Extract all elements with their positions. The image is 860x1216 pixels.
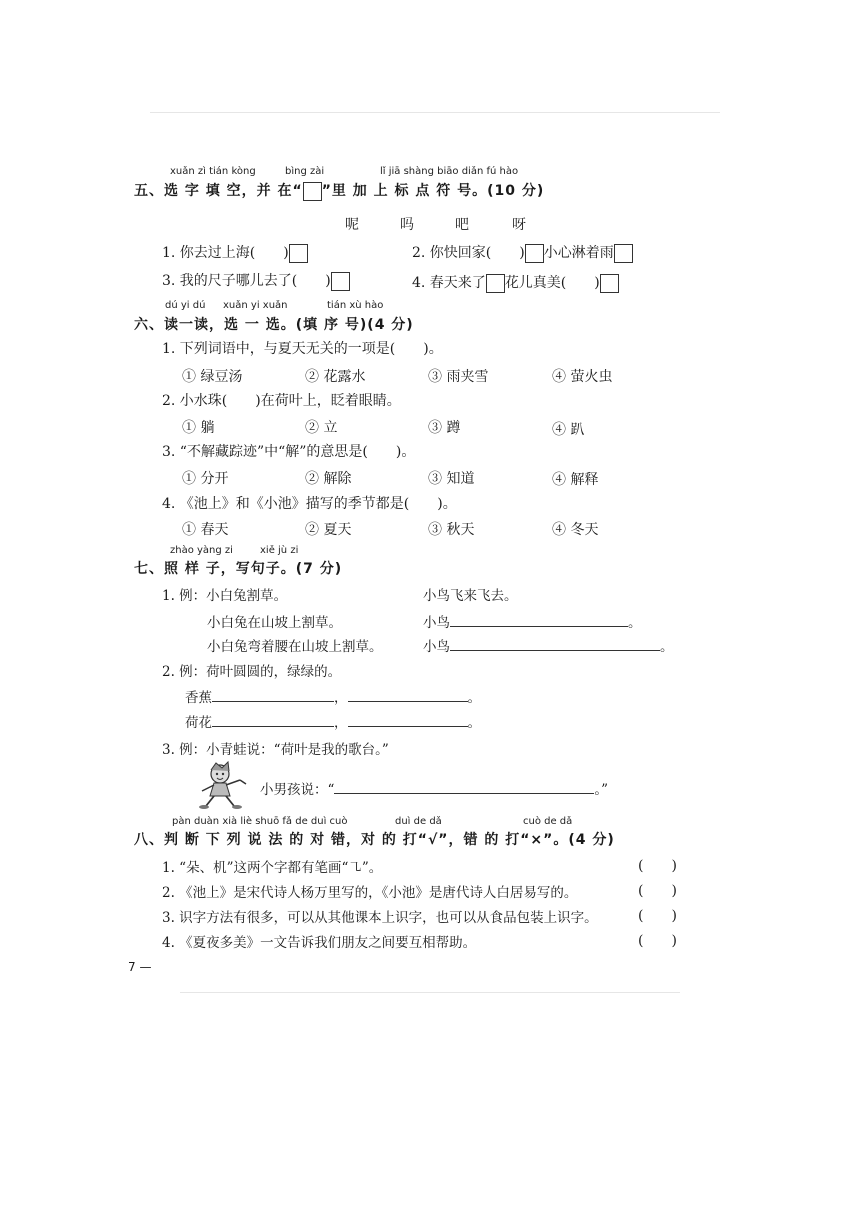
s7-ex2: 2. 例：荷叶圆圆的，绿绿的。	[162, 664, 342, 680]
answer-box[interactable]	[614, 244, 633, 263]
choice-1: 呢	[345, 217, 359, 233]
s6-q4-opt3[interactable]: ③ 秋天	[428, 522, 475, 538]
answer-line[interactable]	[348, 687, 468, 702]
s6-q3-opt4[interactable]: ④ 解释	[552, 472, 599, 488]
s7-banana: 香蕉 ， 。	[185, 686, 481, 706]
s8-heading: 八、判 断 下 列 说 法 的 对 错，对 的 打“√”，错 的 打“×”。(4 分)	[134, 832, 615, 848]
s6-q3-opt1[interactable]: ① 分开	[182, 471, 229, 487]
s6-q3-opt2[interactable]: ② 解除	[305, 471, 352, 487]
s6-pinyin-3: tián xù hào	[327, 300, 384, 311]
answer-box[interactable]	[600, 274, 619, 293]
answer-box[interactable]	[289, 244, 308, 263]
s6-q1-opt2[interactable]: ② 花露水	[305, 369, 366, 385]
s7-pinyin-1: zhào yàng zi	[170, 545, 233, 556]
s6-q1-opt1[interactable]: ① 绿豆汤	[182, 369, 243, 385]
boy-illustration	[196, 760, 252, 810]
answer-line[interactable]	[334, 779, 594, 794]
s6-q3: 3. “不解藏踪迹”中“解”的意思是( )。	[162, 444, 416, 460]
s7-ex1-c-answer: 小鸟 。	[423, 635, 674, 655]
s6-q4-opt4[interactable]: ④ 冬天	[552, 522, 599, 538]
s7-ex1-b-answer: 小鸟 。	[423, 611, 642, 631]
s6-q2-opt1[interactable]: ① 躺	[182, 420, 215, 436]
s8-paren-3[interactable]: ( )	[638, 908, 677, 924]
s5-pinyin-3: lǐ jiā shàng biāo diǎn fú hào	[380, 166, 519, 177]
choice-2: 吗	[400, 217, 414, 233]
s6-q1-opt3[interactable]: ③ 雨夹雪	[428, 369, 489, 385]
s6-q4-opt2[interactable]: ② 夏天	[305, 522, 352, 538]
s8-paren-2[interactable]: ( )	[638, 883, 677, 899]
s8-paren-1[interactable]: ( )	[638, 858, 677, 874]
s6-q2-opt3[interactable]: ③ 蹲	[428, 420, 461, 436]
scan-border-bottom	[180, 992, 680, 993]
s8-item-4: 4. 《夏夜多美》一文告诉我们朋友之间要互相帮助。	[162, 935, 477, 951]
s6-pinyin-1: dú yi dú	[165, 300, 206, 311]
choice-3: 吧	[455, 217, 469, 233]
s5-q2: 2. 你快回家( ) 小心淋着雨	[412, 242, 633, 263]
s5-q1: 1. 你去过上海( )	[162, 242, 308, 263]
heading-box	[303, 182, 322, 201]
s7-ex3: 3. 例：小青蛙说：“荷叶是我的歌台。”	[162, 742, 389, 758]
s7-boy-line: 小男孩说：“ 。”	[260, 778, 608, 798]
answer-box[interactable]	[486, 274, 505, 293]
s7-ex1-right: 小鸟飞来飞去。	[423, 588, 518, 604]
s6-q2-opt2[interactable]: ② 立	[305, 420, 338, 436]
s8-pinyin-2: duì de dǎ	[395, 816, 442, 827]
s6-q4-opt1[interactable]: ① 春天	[182, 522, 229, 538]
answer-line[interactable]	[450, 612, 628, 627]
answer-line[interactable]	[450, 636, 660, 651]
s8-item-1: 1. “朵、机”这两个字都有笔画“㇈”。	[162, 860, 383, 876]
s8-item-3: 3. 识字方法有很多，可以从其他课本上识字，也可以从食品包装上识字。	[162, 910, 598, 926]
answer-line[interactable]	[212, 712, 334, 727]
s6-q3-opt3[interactable]: ③ 知道	[428, 471, 475, 487]
s5-pinyin-2: bìng zài	[285, 166, 325, 177]
s7-ex1-b: 小白兔在山坡上割草。	[207, 615, 342, 631]
s8-pinyin-1: pàn duàn xià liè shuō fǎ de duì cuò	[172, 816, 348, 827]
s7-lotus: 荷花 ， 。	[185, 711, 481, 731]
s5-q4: 4. 春天来了 花儿真美( )	[412, 272, 619, 293]
s6-q2: 2. 小水珠( )在荷叶上，眨着眼睛。	[162, 393, 401, 409]
s7-ex1-c: 小白兔弯着腰在山坡上割草。	[207, 639, 383, 655]
s8-paren-4[interactable]: ( )	[638, 933, 677, 949]
choice-4: 呀	[512, 217, 526, 233]
s5-q3: 3. 我的尺子哪儿去了( )	[162, 270, 350, 291]
s6-q2-opt4[interactable]: ④ 趴	[552, 422, 585, 438]
scan-border-top	[150, 112, 720, 113]
answer-line[interactable]	[348, 712, 468, 727]
s6-q1-opt4[interactable]: ④ 萤火虫	[552, 369, 613, 385]
s8-item-2: 2. 《池上》是宋代诗人杨万里写的，《小池》是唐代诗人白居易写的。	[162, 885, 578, 901]
answer-line[interactable]	[212, 687, 334, 702]
s8-pinyin-3: cuò de dǎ	[523, 816, 573, 827]
s6-pinyin-2: xuǎn yi xuǎn	[223, 300, 288, 311]
s7-ex1: 1. 例：小白兔割草。	[162, 588, 288, 604]
answer-box[interactable]	[331, 272, 350, 291]
page-number: 7 —	[128, 960, 152, 974]
s6-q1: 1. 下列词语中，与夏天无关的一项是( )。	[162, 341, 443, 357]
s5-heading: 五、选 字 填 空，并 在“ ”里 加 上 标 点 符 号。(10 分)	[134, 183, 545, 199]
s7-heading: 七、照 样 子，写句子。(7 分)	[134, 561, 343, 577]
s6-q4: 4. 《池上》和《小池》描写的季节都是( )。	[162, 496, 457, 512]
s7-pinyin-2: xiě jù zi	[260, 545, 299, 556]
answer-box[interactable]	[525, 244, 544, 263]
s6-heading: 六、读一读，选 一 选。(填 序 号)(4 分)	[134, 317, 414, 333]
s5-pinyin-1: xuǎn zì tián kòng	[170, 166, 256, 177]
